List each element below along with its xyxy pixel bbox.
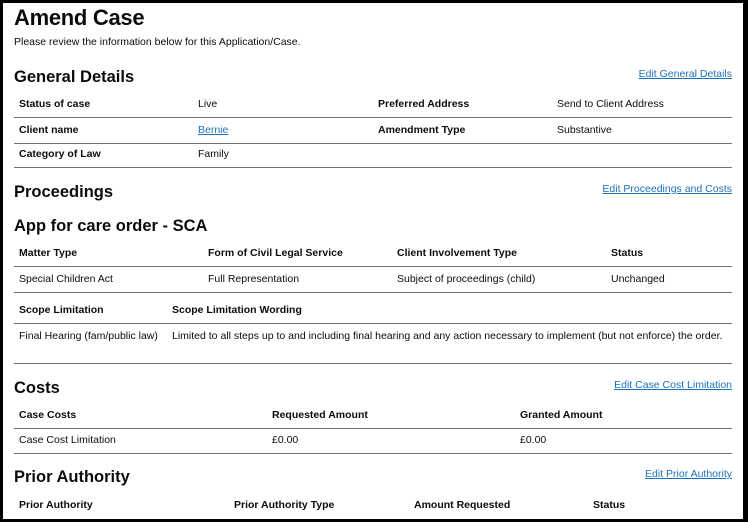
scope-row <box>14 329 732 364</box>
col-prior-authority-type: Prior Authority Type <box>234 499 335 511</box>
scope-limitation-value: Final Hearing (fam/public law) <box>19 330 158 342</box>
col-matter-type: Matter Type <box>19 247 78 259</box>
general-details-heading: General Details <box>14 68 135 86</box>
preferred-address-label: Preferred Address <box>378 98 470 110</box>
page-title: Amend Case <box>14 5 145 30</box>
requested-amount-value: £0.00 <box>272 434 299 446</box>
edit-case-cost-limitation-link[interactable]: Edit Case Cost Limitation <box>614 379 732 391</box>
col-amount-requested: Amount Requested <box>414 499 511 511</box>
proceedings-heading: Proceedings <box>14 183 114 201</box>
proceedings-header-row <box>14 247 732 267</box>
amendment-type-value: Substantive <box>557 124 612 136</box>
col-scope-limitation: Scope Limitation <box>19 304 104 316</box>
preferred-address-value: Send to Client Address <box>557 98 664 110</box>
col-case-costs: Case Costs <box>19 409 77 421</box>
col-prior-authority: Prior Authority <box>19 499 93 511</box>
col-prior-status: Status <box>593 499 626 511</box>
status-value: Live <box>198 98 218 110</box>
col-form-of-service: Form of Civil Legal Service <box>208 247 343 259</box>
prior-authority-header-row <box>14 499 732 518</box>
category-label: Category of Law <box>19 148 101 160</box>
granted-amount-value: £0.00 <box>520 434 547 446</box>
status-label: Status of case <box>19 98 91 110</box>
category-value: Family <box>198 148 229 160</box>
general-row-client <box>14 124 732 144</box>
general-row-category <box>14 148 732 168</box>
client-name-label: Client name <box>19 124 79 136</box>
col-status: Status <box>611 247 644 259</box>
amend-case-page <box>3 3 743 519</box>
page-subtitle: Please review the information below for this Application/Case. <box>14 36 301 48</box>
col-granted-amount: Granted Amount <box>520 409 603 421</box>
status-value: Unchanged <box>611 273 665 285</box>
proceedings-row <box>14 273 732 293</box>
client-name-link[interactable]: Bernie <box>198 124 229 136</box>
edit-proceedings-link[interactable]: Edit Proceedings and Costs <box>602 183 732 195</box>
col-scope-wording: Scope Limitation Wording <box>172 304 302 316</box>
edit-general-details-link[interactable]: Edit General Details <box>638 68 732 80</box>
edit-prior-authority-link[interactable]: Edit Prior Authority <box>645 468 732 480</box>
costs-heading: Costs <box>14 379 60 397</box>
general-row-status <box>14 98 732 118</box>
case-costs-value: Case Cost Limitation <box>19 434 116 446</box>
costs-row <box>14 434 732 454</box>
amendment-type-label: Amendment Type <box>378 124 466 136</box>
client-involvement-value: Subject of proceedings (child) <box>397 273 536 285</box>
col-requested-amount: Requested Amount <box>272 409 368 421</box>
scope-wording-value: Limited to all steps up to and including final hearing and any action necessary to implement (but not enforce) the order. <box>172 330 723 342</box>
proceeding-item-heading: App for care order - SCA <box>14 217 208 235</box>
costs-header-row <box>14 409 732 429</box>
matter-type-value: Special Children Act <box>19 273 113 285</box>
prior-authority-heading: Prior Authority <box>14 468 130 486</box>
form-of-service-value: Full Representation <box>208 273 300 285</box>
scope-header-row <box>14 304 732 324</box>
col-client-involvement: Client Involvement Type <box>397 247 517 259</box>
